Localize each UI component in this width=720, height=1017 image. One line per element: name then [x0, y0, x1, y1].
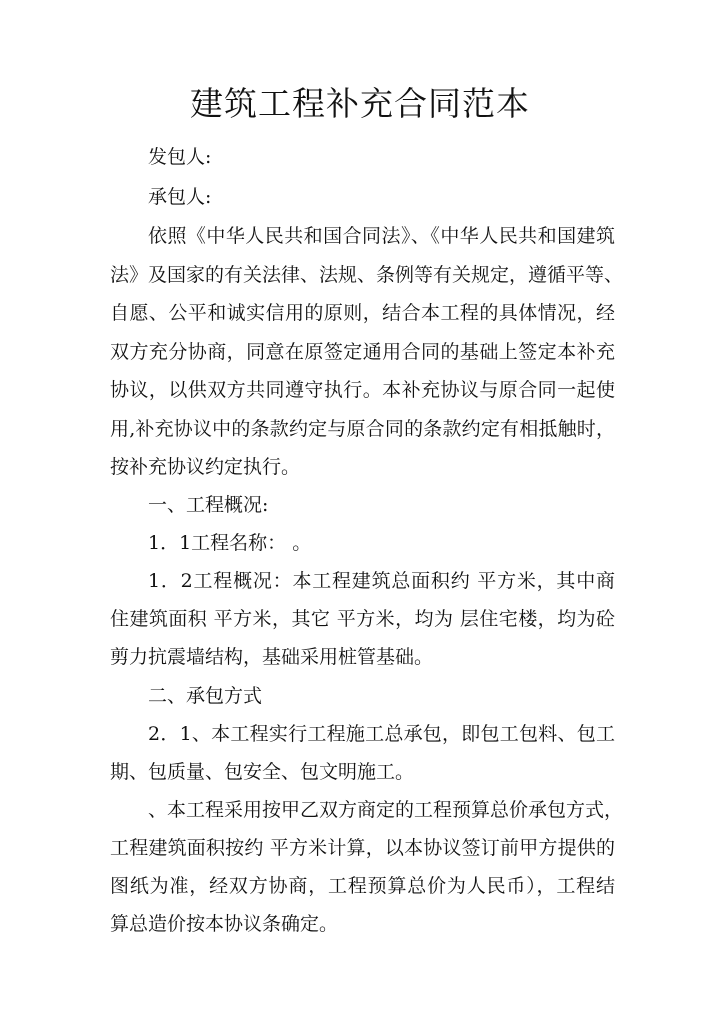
item-project-name: 1．1工程名称： 。: [148, 532, 312, 554]
item-project-overview-line: 住建筑面积 平方米，其它 平方米，均为 层住宅楼，均为砼: [110, 608, 615, 630]
document-title: 建筑工程补充合同范本: [190, 84, 530, 123]
section-heading-contract-mode: 二、承包方式: [148, 685, 263, 707]
party-a-label: 发包人:: [148, 146, 212, 168]
party-b-label: 承包人:: [148, 186, 212, 208]
preamble-line: 按补充协议约定执行。: [110, 456, 301, 478]
preamble-line: 自愿、公平和诚实信用的原则，结合本工程的具体情况，经: [110, 302, 615, 324]
item-budget-line: 工程建筑面积按约 平方米计算，以本协议签订前甲方提供的: [110, 837, 615, 859]
item-project-overview-line: 剪力抗震墙结构，基础采用桩管基础。: [110, 646, 434, 668]
item-general-contracting-line: 期、包质量、包安全、包文明施工。: [110, 761, 415, 783]
section-heading-overview: 一、工程概况:: [148, 494, 269, 516]
preamble-line: 用,补充协议中的条款约定与原合同的条款约定有相抵触时，: [110, 418, 615, 440]
preamble-line: 法》及国家的有关法律、法规、条例等有关规定，遵循平等、: [110, 264, 624, 286]
item-general-contracting-line: 2．1、本工程实行工程施工总承包，即包工包料、包工: [148, 723, 615, 745]
item-budget-line: 算总造价按本协议条确定。: [110, 913, 339, 935]
item-budget-line: 、本工程采用按甲乙双方商定的工程预算总价承包方式，: [148, 799, 624, 821]
preamble-line: 依照《中华人民共和国合同法》、《中华人民共和国建筑: [148, 225, 615, 247]
preamble-line: 双方充分协商，同意在原签定通用合同的基础上签定本补充: [110, 341, 615, 363]
preamble-line: 协议，以供双方共同遵守执行。本补充协议与原合同一起使: [110, 379, 615, 401]
item-budget-line: 图纸为准，经双方协商，工程预算总价为人民币），工程结: [110, 875, 615, 897]
item-project-overview-line: 1．2工程概况：本工程建筑总面积约 平方米，其中商: [148, 570, 615, 592]
